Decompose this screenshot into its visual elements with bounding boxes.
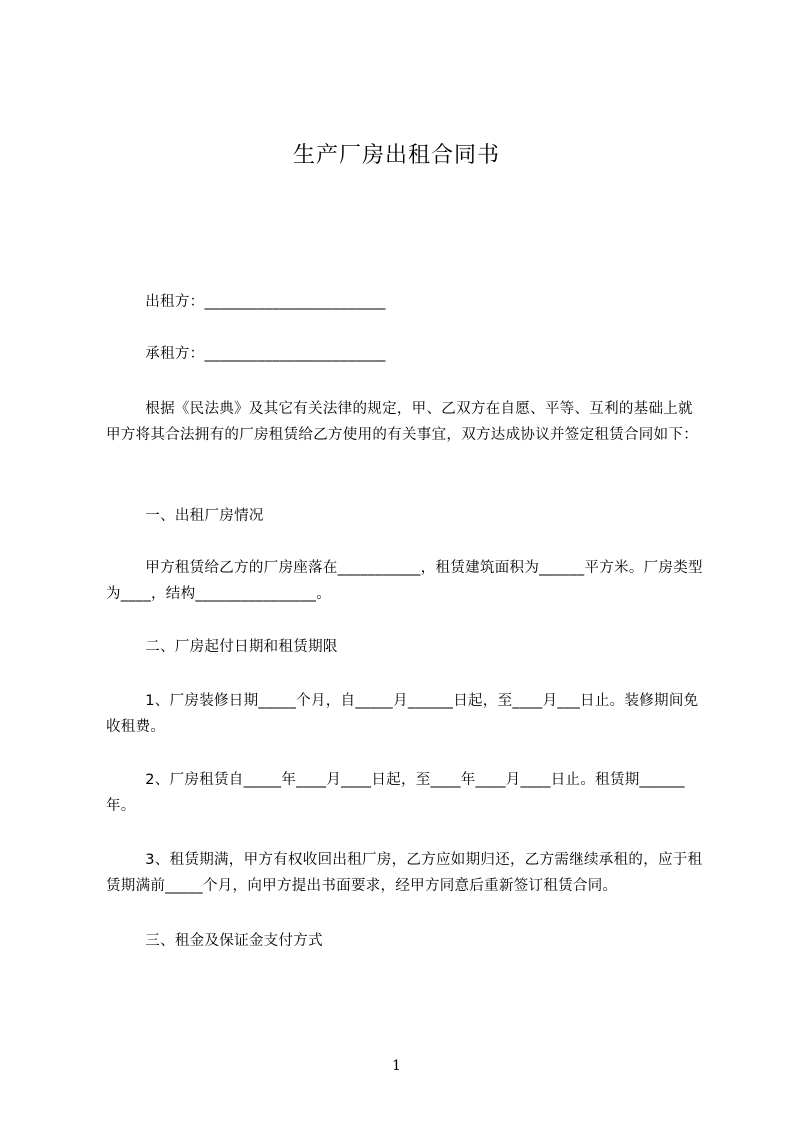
section2-paragraph-1: 1、厂房装修日期_____个月，自_____月______日起，至____月___日止。装修期间免收租费。 [106,693,699,735]
section2-heading: 二、厂房起付日期和租赁期限 [106,639,338,655]
lessee-line: 承租方：________________________ [106,346,386,362]
lessor-line: 出租方：________________________ [106,294,386,310]
section2-paragraph-3: 3、租赁期满，甲方有权收回出租厂房，乙方应如期归还，乙方需继续承租的，应于租赁期满前_____个月，向甲方提出书面要求，经甲方同意后重新签订租赁合同。 [106,852,703,894]
document-title: 生产厂房出租合同书 [292,143,500,168]
section3-heading: 三、租金及保证金支付方式 [106,933,323,949]
page-number: 1 [392,1058,401,1074]
section1-heading: 一、出租厂房情况 [106,508,264,524]
section1-paragraph: 甲方租赁给乙方的厂房座落在___________，租赁建筑面积为______平方米。厂房类型为____，结构________________。 [106,560,703,602]
section2-paragraph-2: 2、厂房租赁自_____年____月____日起，至____年____月____日止。租赁期______年。 [106,772,685,814]
intro-paragraph: 根据《民法典》及其它有关法律的规定，甲、乙双方在自愿、平等、互利的基础上就甲方将其合法拥有的厂房租赁给乙方使用的有关事宜，双方达成协议并签定租赁合同如下： [106,401,698,443]
